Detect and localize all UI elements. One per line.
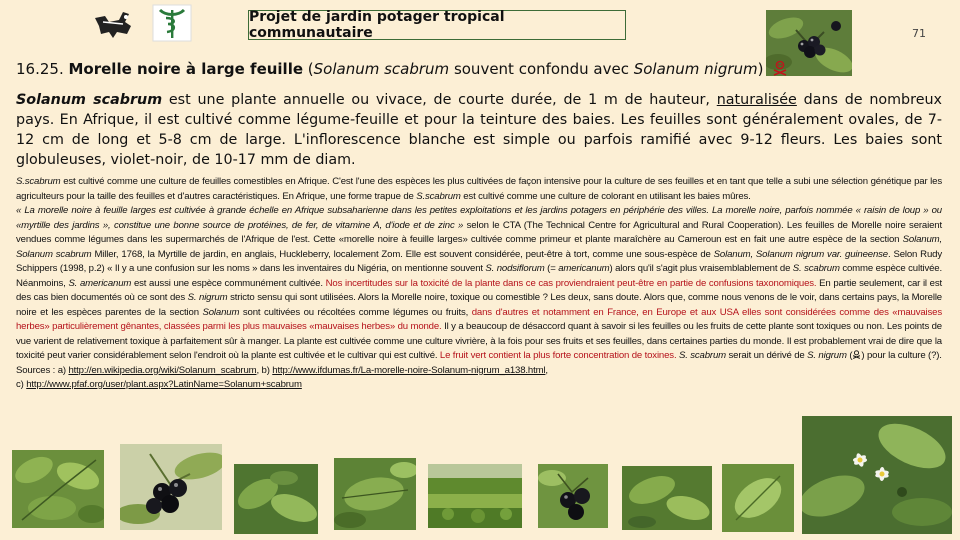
species: Solanum, Solanum nigrum var. guineense xyxy=(713,248,888,260)
intro-paragraph xyxy=(16,90,942,170)
warning-text: dans d'autres et notamment en France, en Europe et aux USA elles sont considérées comme des «mauvaises herbes» particulièrement gênantes, classées parmi les plus mauvaises «mauvaises herbes» du monde. xyxy=(16,306,942,332)
species: americanum xyxy=(558,263,610,274)
quote: « La morelle noire à feuille larges est cultivée à grande échelle en Afrique subsaharienne dans les petites exploitations et les jardins potagers en périphérie des villes. La morelle noire, parfois nommée « raisin de loup » ou «myrtille des jardins », constitue une bonne source de protéines, de fer, de vitamine A, d'iode et de zinc » xyxy=(16,205,942,231)
sources xyxy=(16,364,942,379)
plant-photo xyxy=(622,466,712,530)
text: stricto sensu qui sont utilisées. Alors la Morelle noire, toxique ou comestible ? Les deux, sans doute. Alors que, comme nous venons de le voir, dans certains pays, la Morelle noire et les espèces parentes de la section xyxy=(16,292,942,318)
scientific-name: Solanum scabrum xyxy=(313,60,450,78)
vegetable-field-photo xyxy=(428,464,522,528)
text: serait un dérivé de xyxy=(726,350,808,361)
species: S. nigrum xyxy=(807,350,847,361)
paragraph xyxy=(16,175,942,204)
text: selon le CTA (The Technical Centre for Agricultural and Rural Cooperation). Les feuilles de Morelle noire seraient vendues comme légumes dans les supermarchés de l'Afrique de l'est. Cette «morelle noire à feuille larges» cultivée comme primeur et plante maraîchère au Cameroun est en fait une autre espèce de la section xyxy=(16,219,942,245)
sources xyxy=(16,378,942,393)
header-title: Projet de jardin potager tropical communautaire xyxy=(248,10,626,40)
plant-photo xyxy=(334,458,416,530)
text: ) pour la culture (?). xyxy=(861,350,942,361)
leaves-photo xyxy=(722,464,794,532)
black-berries-cluster-photo xyxy=(120,444,222,530)
text: comme espèce cultivée. Néanmoins, xyxy=(16,263,942,289)
sources-label: c) xyxy=(16,379,27,390)
text: , xyxy=(545,364,548,376)
text: est cultivé comme une culture de colorant en utilisant les baies mûres. xyxy=(460,190,751,202)
paren: ( xyxy=(307,60,314,78)
section-title xyxy=(16,60,788,78)
text: est aussi une espèce communément cultivée. xyxy=(131,277,326,289)
paragraph xyxy=(16,204,942,364)
species: S. nodsiflorum xyxy=(485,263,545,274)
cooking-pot-logo xyxy=(93,8,137,40)
species: Solanum xyxy=(202,306,240,318)
leaves-photo xyxy=(234,464,318,534)
white-flowers-photo xyxy=(802,416,952,534)
intro-text: dans de nombreux pays. En Afrique, il est cultivé comme légume-feuille et pour la teinture des baies. Les feuilles sont généralement ovales, de 7-12 cm de long et 5-8 cm de large. L'inflorescence blanche est simple ou parfois ramifié avec 9-12 fleurs. Les baies sont globuleuses, violet-noir, de 10-17 mm de diam. xyxy=(16,92,943,168)
text: . Selon Rudy Schippers (1998, p.2) « Il y a une confusion sur les noms » dans les inventaires du Nigéria, on mentionne souvent xyxy=(16,248,942,274)
species: S. nigrum xyxy=(187,292,228,303)
species-name: Solanum scabrum xyxy=(16,92,163,108)
plant-photo xyxy=(12,450,104,528)
source-link-a[interactable]: http://en.wikipedia.org/wiki/Solanum_scabrum xyxy=(68,364,257,376)
body-text xyxy=(16,175,942,393)
sources-label: Sources : a) xyxy=(16,364,69,376)
text: ) alors qu'il s'agit plus vraisemblablement de xyxy=(609,263,793,274)
text: Miller, 1768, la Myrtille de jardin, en anglais, Huckleberry, localement Zom. Elle est souvent considérée, peut-être à tort, comme une sous-espèce de xyxy=(91,248,714,260)
skull-crossbones-icon xyxy=(772,60,788,76)
medical-caduceus-logo xyxy=(152,4,192,42)
text: En partie seulement, car il est des cas bien documentés où ce sont des xyxy=(16,277,942,303)
source-link-b[interactable]: http://www.ifdumas.fr/La-morelle-noire-Solanum-nigrum_a138.html xyxy=(272,364,546,376)
species: S.scabrum xyxy=(416,190,461,202)
text: (= xyxy=(544,263,559,274)
intro-text: est une plante annuelle ou vivace, de courte durée, de 1 m de hauteur, xyxy=(162,92,717,108)
section-title-bold: Morelle noire à large feuille xyxy=(68,60,304,78)
naturalized-link[interactable]: naturalisée xyxy=(716,92,797,108)
species: Solanum, Solanum scabrum xyxy=(16,234,942,260)
species: S. scabrum xyxy=(678,350,727,361)
scientific-name-alt: Solanum nigrum xyxy=(633,60,758,78)
title-connector: souvent confondu avec xyxy=(449,60,634,78)
text: est cultivé comme une culture de feuilles comestibles en Afrique. C'est l'une des espèces les plus cultivées de façon intensive pour la culture de ses feuilles et en tant que telle a subi une sélection génétique par les agriculteurs pour la taille des feuilles et d'autres caractéristiques. En Afrique, une forme trapue de xyxy=(16,176,942,202)
paren: ) xyxy=(757,60,764,78)
species: S. scabrum xyxy=(792,263,840,274)
page-number: 71 xyxy=(912,27,926,40)
section-number: 16.25. xyxy=(16,60,64,78)
text: ( xyxy=(846,350,853,361)
berries-photo xyxy=(538,464,608,528)
species: S. americanum xyxy=(68,277,132,289)
source-link-c[interactable]: http://www.pfaf.org/user/plant.aspx?LatinName=Solanum+scabrum xyxy=(26,379,302,390)
species: S.scabrum xyxy=(16,176,61,187)
warning-text: Nos incertitudes sur la toxicité de la plante dans ce cas proviendraient peut-être en partie de confusions taxonomiques. xyxy=(325,277,817,289)
text: sont cultivées ou récoltées comme légumes ou fruits, xyxy=(239,306,472,318)
warning-text: Le fruit vert contient la plus forte concentration de toxines. xyxy=(439,350,677,361)
text: , b) xyxy=(256,364,273,376)
text: Il y a beaucoup de désaccord quant à savoir si les feuilles ou les fruits de cette plante sont toxiques ou non. Les points de vue varient de relativement toxique à parfaitement sûr à manger. La plante est cultivée comme une culture vivrière, à la fois pour ses fruits et ses feuilles, dans certaines parties du monde. Il est probablement vrai de dire que la toxicité peut varier considérablement selon l'endroit où la plante est cultivée et le cultivar qui est cultivé. xyxy=(16,321,942,361)
